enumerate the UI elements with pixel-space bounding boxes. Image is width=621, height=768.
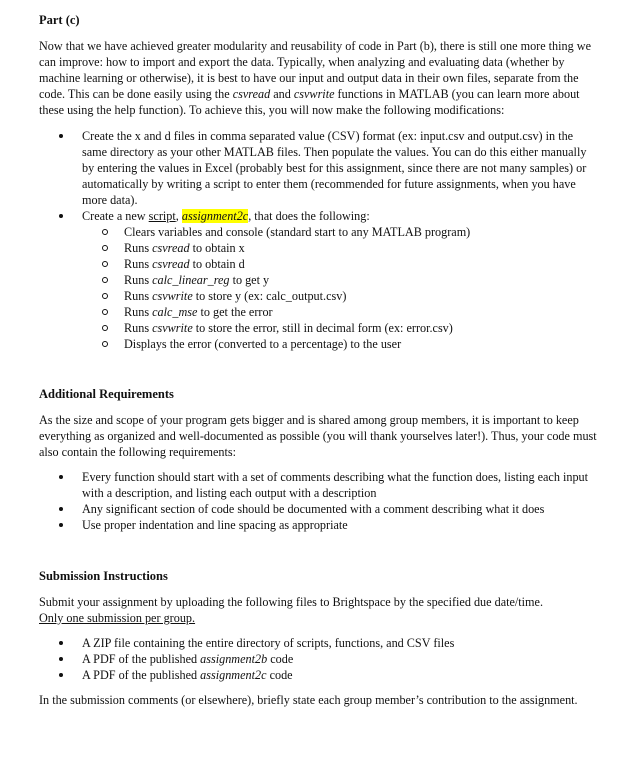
sub-list-item: Runs csvread to obtain d [124, 256, 601, 272]
list-item: A PDF of the published assignment2b code [82, 651, 601, 667]
list-item: Create the x and d files in comma separated value (CSV) format (ex: input.csv and output.csv) in the same directory as your other MATLAB files. Then populate the values. You can do this either manually by entering the values in Excel (probably best for this assignment, since there are not many samples) or automatically by writing a script to enter them (recommended for future assignments, when you have more data). [82, 128, 601, 208]
additional-requirements-heading: Additional Requirements [39, 387, 174, 401]
sub-list-item: Runs csvread to obtain x [124, 240, 601, 256]
additional-bullet-list [39, 469, 601, 533]
sub-list-item: Runs csvwrite to store the error, still in decimal form (ex: error.csv) [124, 320, 601, 336]
list-item: Any significant section of code should be documented with a comment describing what it does [82, 501, 601, 517]
submission-closing: In the submission comments (or elsewhere), briefly state each group member’s contribution to the assignment. [39, 693, 578, 707]
submission-bullet-list [39, 635, 601, 683]
sub-list-item: Displays the error (converted to a percentage) to the user [124, 336, 601, 352]
sub-list-item: Runs calc_linear_reg to get y [124, 272, 601, 288]
part-c-intro: Now that we have achieved greater modularity and reusability of code in Part (b), there is still one more thing we can improve: how to import and export the data. Typically, when analyzing and evaluating data (whether by machine learning or otherwise), it is best to have our input and output data in their own files, separate from the code. This can be done easily using the csvread and csvwrite functions in MATLAB (you can learn more about these using the help function). To achieve this, you will now make the following modifications: [39, 39, 591, 117]
script-link: script [148, 209, 176, 223]
list-item: Create a new script, assignment2c, that does the following: Clears variables and console (standard start to any MATLAB program) Runs csvread to obtain x Runs csvread to obtain d Runs calc_linear_reg to get y Runs csvwrite to store y (ex: calc_output.csv) Runs calc_mse to get the error Runs csvwrite to store the error, still in decimal form (ex: error.csv) Displays the error (converted to a percentage) to the user [82, 208, 601, 352]
highlighted-name: assignment2c [181, 209, 249, 223]
list-item: A ZIP file containing the entire directory of scripts, functions, and CSV files [82, 635, 601, 651]
additional-intro: As the size and scope of your program gets bigger and is shared among group members, it is important to keep everything as organized and well-documented as possible (you will thank yourselves later!). Thus, your code must also contain the following requirements: [39, 413, 597, 459]
sub-list [82, 224, 601, 352]
list-item: A PDF of the published assignment2c code [82, 667, 601, 683]
list-item: Use proper indentation and line spacing as appropriate [82, 517, 601, 533]
submission-intro: Submit your assignment by uploading the following files to Brightspace by the specified due date/time. [39, 595, 543, 609]
submission-instructions-heading: Submission Instructions [39, 569, 168, 583]
one-submission-note: Only one submission per group. [39, 611, 196, 625]
sub-list-item: Runs csvwrite to store y (ex: calc_output.csv) [124, 288, 601, 304]
list-item: Every function should start with a set of comments describing what the function does, listing each input with a description, and listing each output with a description [82, 469, 601, 501]
sub-list-item: Clears variables and console (standard start to any MATLAB program) [124, 224, 601, 240]
part-c-bullet-list [39, 128, 601, 352]
part-c-heading: Part (c) [39, 13, 80, 27]
sub-list-item: Runs calc_mse to get the error [124, 304, 601, 320]
